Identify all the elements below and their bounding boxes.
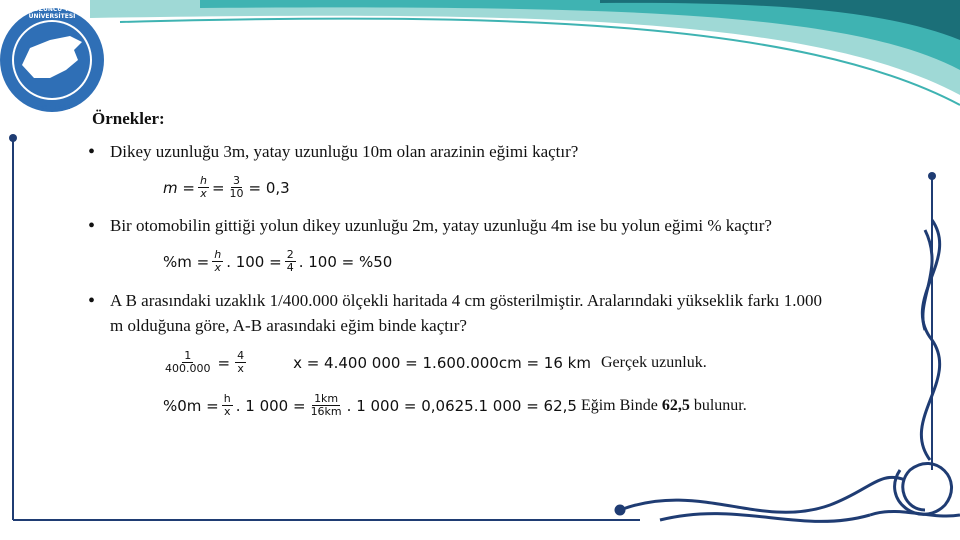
bullet-dot: •: [88, 141, 96, 163]
eq3-frac2: $\frac{4}{x}$: [237, 349, 245, 375]
eq4-lhs: %0m =: [163, 396, 219, 415]
eq4-text1: Eğim Binde: [580, 396, 658, 414]
right-border-dot: [928, 172, 936, 180]
bullet-2: [88, 215, 772, 237]
eq2-rhs: . 100 = %50: [298, 252, 393, 271]
equation-3: [160, 350, 707, 375]
eq4-mid1: . 1 000 =: [235, 396, 306, 415]
university-logo: [0, 8, 104, 112]
eq2-lhs: %m =: [163, 252, 210, 271]
bullet-3-line2: m olduğuna göre, A-B arasındaki eğim binde kaçtır?: [110, 316, 467, 335]
eq1-frac1: $\frac{h}{x}$: [199, 174, 207, 200]
bullet-2-text: Bir otomobilin gittiği yolun dikey uzunluğu 2m, yatay uzunluğu 4m ise bu yolun eğimi % kaçtır?: [110, 216, 772, 235]
eq1-frac2: $\frac{3}{10}$: [229, 174, 244, 200]
bullet-1: [88, 141, 579, 163]
eq2-frac2: $\frac{2}{4}$: [286, 248, 294, 274]
eq4-frac2: $\frac{1km}{16km}$: [310, 392, 342, 418]
eq4-text3: bulunur.: [693, 396, 747, 414]
section-heading: Örnekler:: [92, 109, 165, 128]
eq2-mid: . 100 =: [226, 252, 282, 271]
eq3-eq: =: [217, 353, 231, 372]
eq4-mid2: . 1 000 = 0,0625.1 000 = 62,5: [346, 396, 577, 415]
eq2-frac1: $\frac{h}{x}$: [214, 248, 222, 274]
eq4-frac1: $\frac{h}{x}$: [223, 392, 231, 418]
bullet-3: [88, 290, 822, 312]
bullet-3-line1: A B arasındaki uzaklık 1/400.000 ölçekli haritada 4 cm gösterilmiştir. Aralarındaki yükseklik farkı 1.000: [110, 291, 822, 310]
logo-arc-text: YÜZÜNCÜ YIL ÜNİVERSİTESİ: [28, 6, 76, 20]
equation-2: [163, 249, 392, 274]
eq4-result: 62,5: [661, 396, 690, 414]
bullet-1-text: Dikey uzunluğu 3m, yatay uzunluğu 10m olan arazinin eğimi kaçtır?: [110, 142, 579, 161]
eq1-lhs: m =: [163, 178, 195, 197]
eq3-calc: x = 4.400 000 = 1.600.000cm = 16 km: [293, 353, 591, 372]
equation-1: [163, 175, 290, 200]
eq3-note: Gerçek uzunluk.: [600, 353, 707, 371]
eq3-frac1: $\frac{1}{400.000}$: [165, 349, 211, 375]
logo-year-text: VAN · 1982: [33, 104, 71, 111]
equation-4: [163, 393, 747, 418]
bullet-dot: •: [88, 215, 96, 237]
eq1-eq: =: [211, 178, 225, 197]
bullet-dot: •: [88, 290, 96, 312]
eq1-rhs: = 0,3: [248, 178, 290, 197]
